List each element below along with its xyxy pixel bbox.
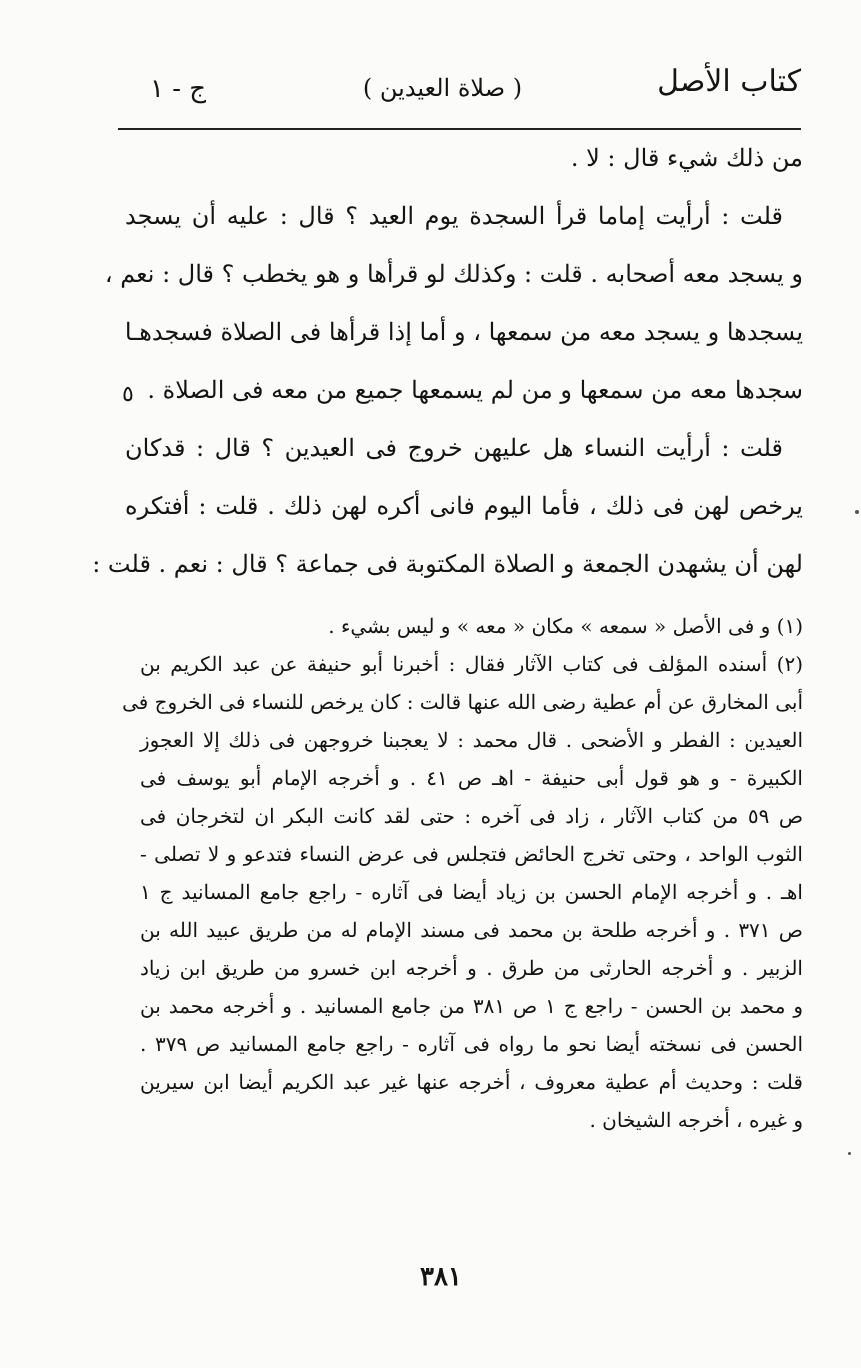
page-number: ٣٨١ [420,1262,462,1292]
footnote-line: قلت : وحديث أم عطية معروف ، أخرجه عنها غير عبد الكريم أيضا ابن سيرين [140,1070,803,1094]
scan-speck [855,510,859,514]
book-title: كتاب الأصل [657,64,801,99]
text-line: سجدها معه من سمعها و من لم يسمعها جميع من معه فى الصلاة . [147,376,803,404]
text-line: يسجدها و يسجد معه من سمعها ، و أما إذا قرأها فى الصلاة فسجدهـا [124,318,803,346]
chapter-title: ( صلاة العيدين ) [362,74,523,102]
text-line: قلت : أرأيت إماما قرأ السجدة يوم العيد ؟ قال : عليه أن يسجد [125,202,783,230]
footnote-line: الثوب الواحد ، وحتى تخرج الحائض فتجلس فى عرض النساء فتدعو و لا تصلى - [140,842,803,866]
footnote-line: الحسن فى نسخته أيضا نحو ما رواه فى آثاره - راجع جامع المسانيد ص ٣٧٩ . [140,1032,804,1056]
footnote-line: الزبير . و أخرجه الحارثى من طرق . و أخرجه ابن خسرو من طريق ابن زياد [140,956,803,980]
footnote-line: الكبيرة - و هو قول أبى حنيفة - اهـ ص ٤١ . و أخرجه الإمام أبو يوسف فى [140,766,803,790]
header-rule [118,128,801,130]
footnote-line: اهـ . و أخرجه الإمام الحسن بن زياد أيضا فى آثاره - راجع جامع المسانيد ج ١ [140,880,803,904]
footnote-line: ص ٥٩ من كتاب الآثار ، زاد فى آخره : حتى لقد كانت البكر ان لتخرجان فى [140,804,803,828]
volume-label: ج - ١ [150,74,207,104]
footnote-line: العيدين : الفطر و الأضحى . قال محمد : لا يعجبنا خروجهن فى ذلك إلا العجوز [140,728,803,752]
line-number-marker: ٥ [122,382,134,407]
text-line: من ذلك شيء قال : لا . [570,144,803,172]
footnote-line: و محمد بن الحسن - راجع ج ١ ص ٣٨١ من جامع المسانيد . و أخرجه محمد بن [140,994,803,1018]
footnote-line: ص ٣٧١ . و أخرجه طلحة بن محمد فى مسند الإمام له من طريق عبيد الله بن [140,918,803,942]
footnote-line: (٢) أسنده المؤلف فى كتاب الآثار فقال : أخبرنا أبو حنيفة عن عبد الكريم بن [140,652,803,676]
text-line: لهن أن يشهدن الجمعة و الصلاة المكتوبة فى جماعة ؟ قال : نعم . قلت : [92,550,803,578]
footnote-line: و غيره ، أخرجه الشيخان . [589,1108,803,1132]
text-line: يرخص لهن فى ذلك ، فأما اليوم فانى أكره لهن ذلك . قلت : أفتكره [125,492,803,520]
text-line: و يسجد معه أصحابه . قلت : وكذلك لو قرأها و هو يخطب ؟ قال : نعم ، [104,260,803,288]
scan-speck [848,1152,851,1155]
footnote-line: أبى المخارق عن أم عطية رضى الله عنها قالت : كان يرخص للنساء فى الخروج فى [122,690,803,714]
footnote-line: (١) و فى الأصل « سمعه » مكان « معه » و ليس بشيء . [328,614,803,638]
text-line: قلت : أرأيت النساء هل عليهن خروج فى العيدين ؟ قال : قدكان [125,434,783,462]
